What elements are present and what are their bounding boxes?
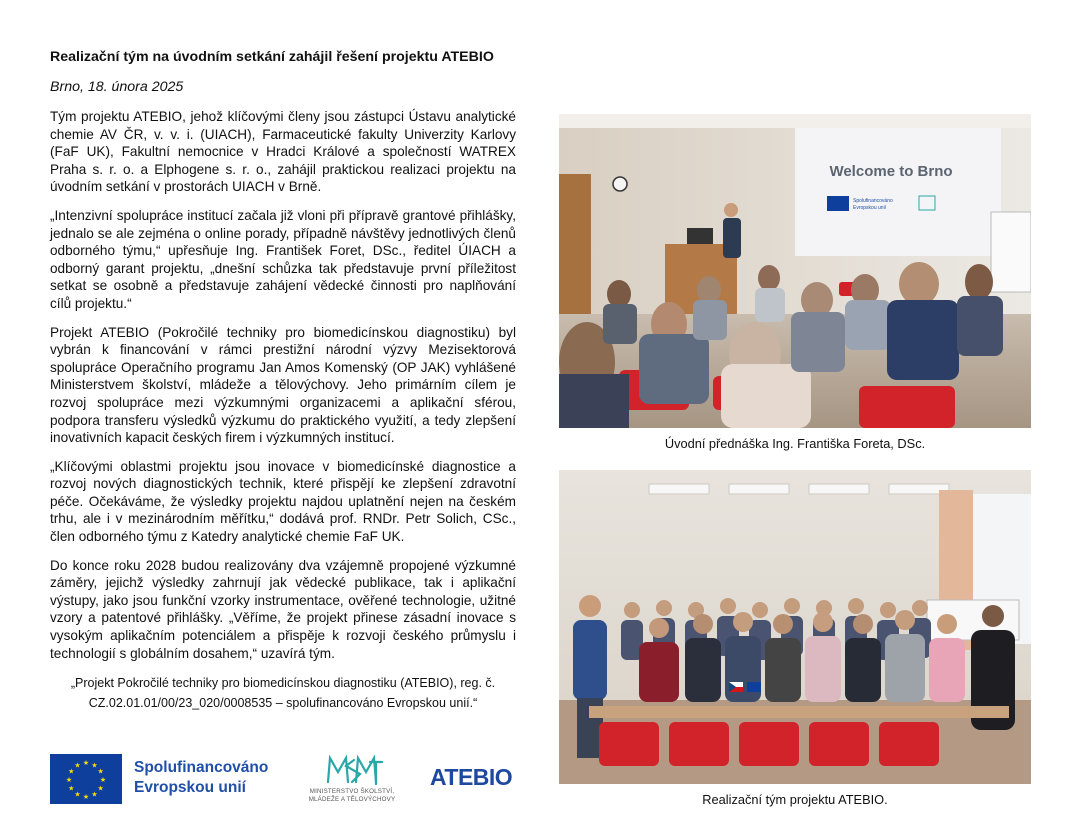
- funding-note-line1: „Projekt Pokročilé techniky pro biomedicínskou diagnostiku (ATEBIO), reg. č.: [70, 676, 496, 691]
- paragraph-solich-quote: „Klíčovými oblastmi projektu jsou inovace v biomedicínské diagnostice a rozvoj nových diagnostických technik, které přispějí ke zlepšení zdravotní péče. Očekáváme, že výsledky projektu najdou uplatnění nejen na českém trhu, ale i v mezinárodním měřítku,“ dodává prof. RNDr. Petr Solich, CSc., člen odborného týmu z Katedry analytické chemie FaF UK.: [50, 458, 516, 545]
- msmt-logo-line2: MLÁDEŽE A TĚLOVÝCHOVY: [308, 795, 396, 803]
- msmt-logo-text: [296, 788, 408, 803]
- article: [50, 48, 516, 713]
- funding-note: [50, 673, 516, 713]
- svg-text:★: ★: [65, 776, 73, 784]
- slide-title: Welcome to Brno: [829, 163, 953, 180]
- slide-logo-line2: Evropskou unií: [853, 205, 887, 211]
- slide-eu-flag-icon: [827, 196, 849, 211]
- funding-note-line2: CZ.02.01.01/00/23_020/0008535 – spolufinancováno Evropskou unií.“: [88, 696, 478, 711]
- wall-clock-icon: [613, 177, 627, 191]
- svg-text:★: ★: [74, 790, 81, 799]
- atebio-logo: [430, 752, 513, 806]
- msmt-logo-line1: MINISTERSTVO ŠKOLSTVÍ,: [309, 788, 395, 795]
- paragraph-project-description: Projekt ATEBIO (Pokročilé techniky pro biomedicínskou diagnostiku) byl vybrán k financování v rámci prestižní národní výzvy Mezisektorová spolupráce Operačního programu Jan Amos Komenský (OP JAK) vyhlášené Ministerstvem školství, mládeže a tělovýchovy. Jeho primárním cílem je rozvoj spolupráce mezi výzkumnými organizacemi a aplikační sférou, podpora transferu výsledků výzkumu do praktického využití, a tedy zlepšení inovativních kapacit českých firem i výzkumných institucí.: [50, 324, 516, 446]
- svg-text:★: ★: [91, 761, 98, 770]
- svg-text:★: ★: [68, 784, 75, 793]
- svg-text:★: ★: [82, 759, 90, 767]
- atebio-logo-text: ATEBIO: [430, 764, 513, 790]
- lecture-photo-caption: Úvodní přednáška Ing. Františka Foreta, DSc.: [664, 436, 926, 451]
- lecture-photo: [559, 114, 1031, 428]
- eu-flag-icon: [50, 754, 122, 804]
- svg-text:★: ★: [74, 761, 81, 770]
- article-title: Realizační tým na úvodním setkání zahájil řešení projektu ATEBIO: [50, 49, 494, 65]
- slide-logo-line1: Spolufinancováno: [853, 198, 893, 204]
- eu-logo-line2: Evropskou unií: [134, 779, 246, 796]
- svg-text:★: ★: [82, 793, 90, 801]
- svg-text:★: ★: [99, 776, 107, 784]
- msmt-logo: [296, 752, 408, 806]
- msmt-emblem-icon: [296, 752, 408, 788]
- eu-logo-line1: Spolufinancováno: [134, 759, 269, 776]
- article-dateline: Brno, 18. února 2025: [50, 79, 184, 95]
- team-photo: [559, 470, 1031, 784]
- paragraph-intro: Tým projektu ATEBIO, jehož klíčovými členy jsou zástupci Ústavu analytické chemie AV ČR, v. v. i. (UIACH), Farmaceutické fakulty Univerzity Karlovy (FaF UK), Fakultní nemocnice v Hradci Králové a společností WATREX Praha s. r. o. a Elphogene s. r. o., zahájil praktickou realizaci projektu na úvodním setkání v prostorách UIACH v Brně.: [50, 109, 516, 195]
- team-photo-illustration: [559, 470, 1031, 784]
- eu-flag-small-icon: [747, 682, 761, 692]
- logo-bar: [50, 752, 513, 806]
- paragraph-outlook: Do konce roku 2028 budou realizovány dva vzájemně propojené výzkumné záměry, jejichž výsledky zahrnují jak vědecké publikace, tak i aplikační výstupy, jako jsou funkční vzorky instrumentace, ověřené technologie, užitné vzory a patentové přihlášky. „Věříme, že projekt přinese zásadní inovace s vysokým aplikačním potenciálem a přispěje k rozvoji českého průmyslu i technologií s globálním dosahem,“ uzavírá tým.: [50, 557, 516, 661]
- lecture-photo-illustration: [559, 114, 1031, 428]
- team-photo-caption: Realizační tým projektu ATEBIO.: [702, 792, 888, 807]
- svg-text:★: ★: [68, 767, 75, 776]
- svg-text:★: ★: [97, 784, 104, 793]
- paragraph-foret-quote: „Intenzivní spolupráce institucí začala již vloni při přípravě grantové přihlášky, jednalo se ale zejména o online porady, případně návštěvy jednotlivých členů odborného týmu,“ upřesňuje Ing. František Foret, DSc., ředitel ÚIACH a odborný garant projektu, „dnešní schůzka tak představuje první příležitost setkat se osobně a představuje zahájení vědecké činnosti pro naplňování cílů projektu.“: [50, 207, 516, 311]
- svg-text:★: ★: [97, 767, 104, 776]
- svg-text:★: ★: [91, 790, 98, 799]
- eu-cofunded-logo: [50, 754, 272, 804]
- eu-logo-text: [134, 758, 268, 798]
